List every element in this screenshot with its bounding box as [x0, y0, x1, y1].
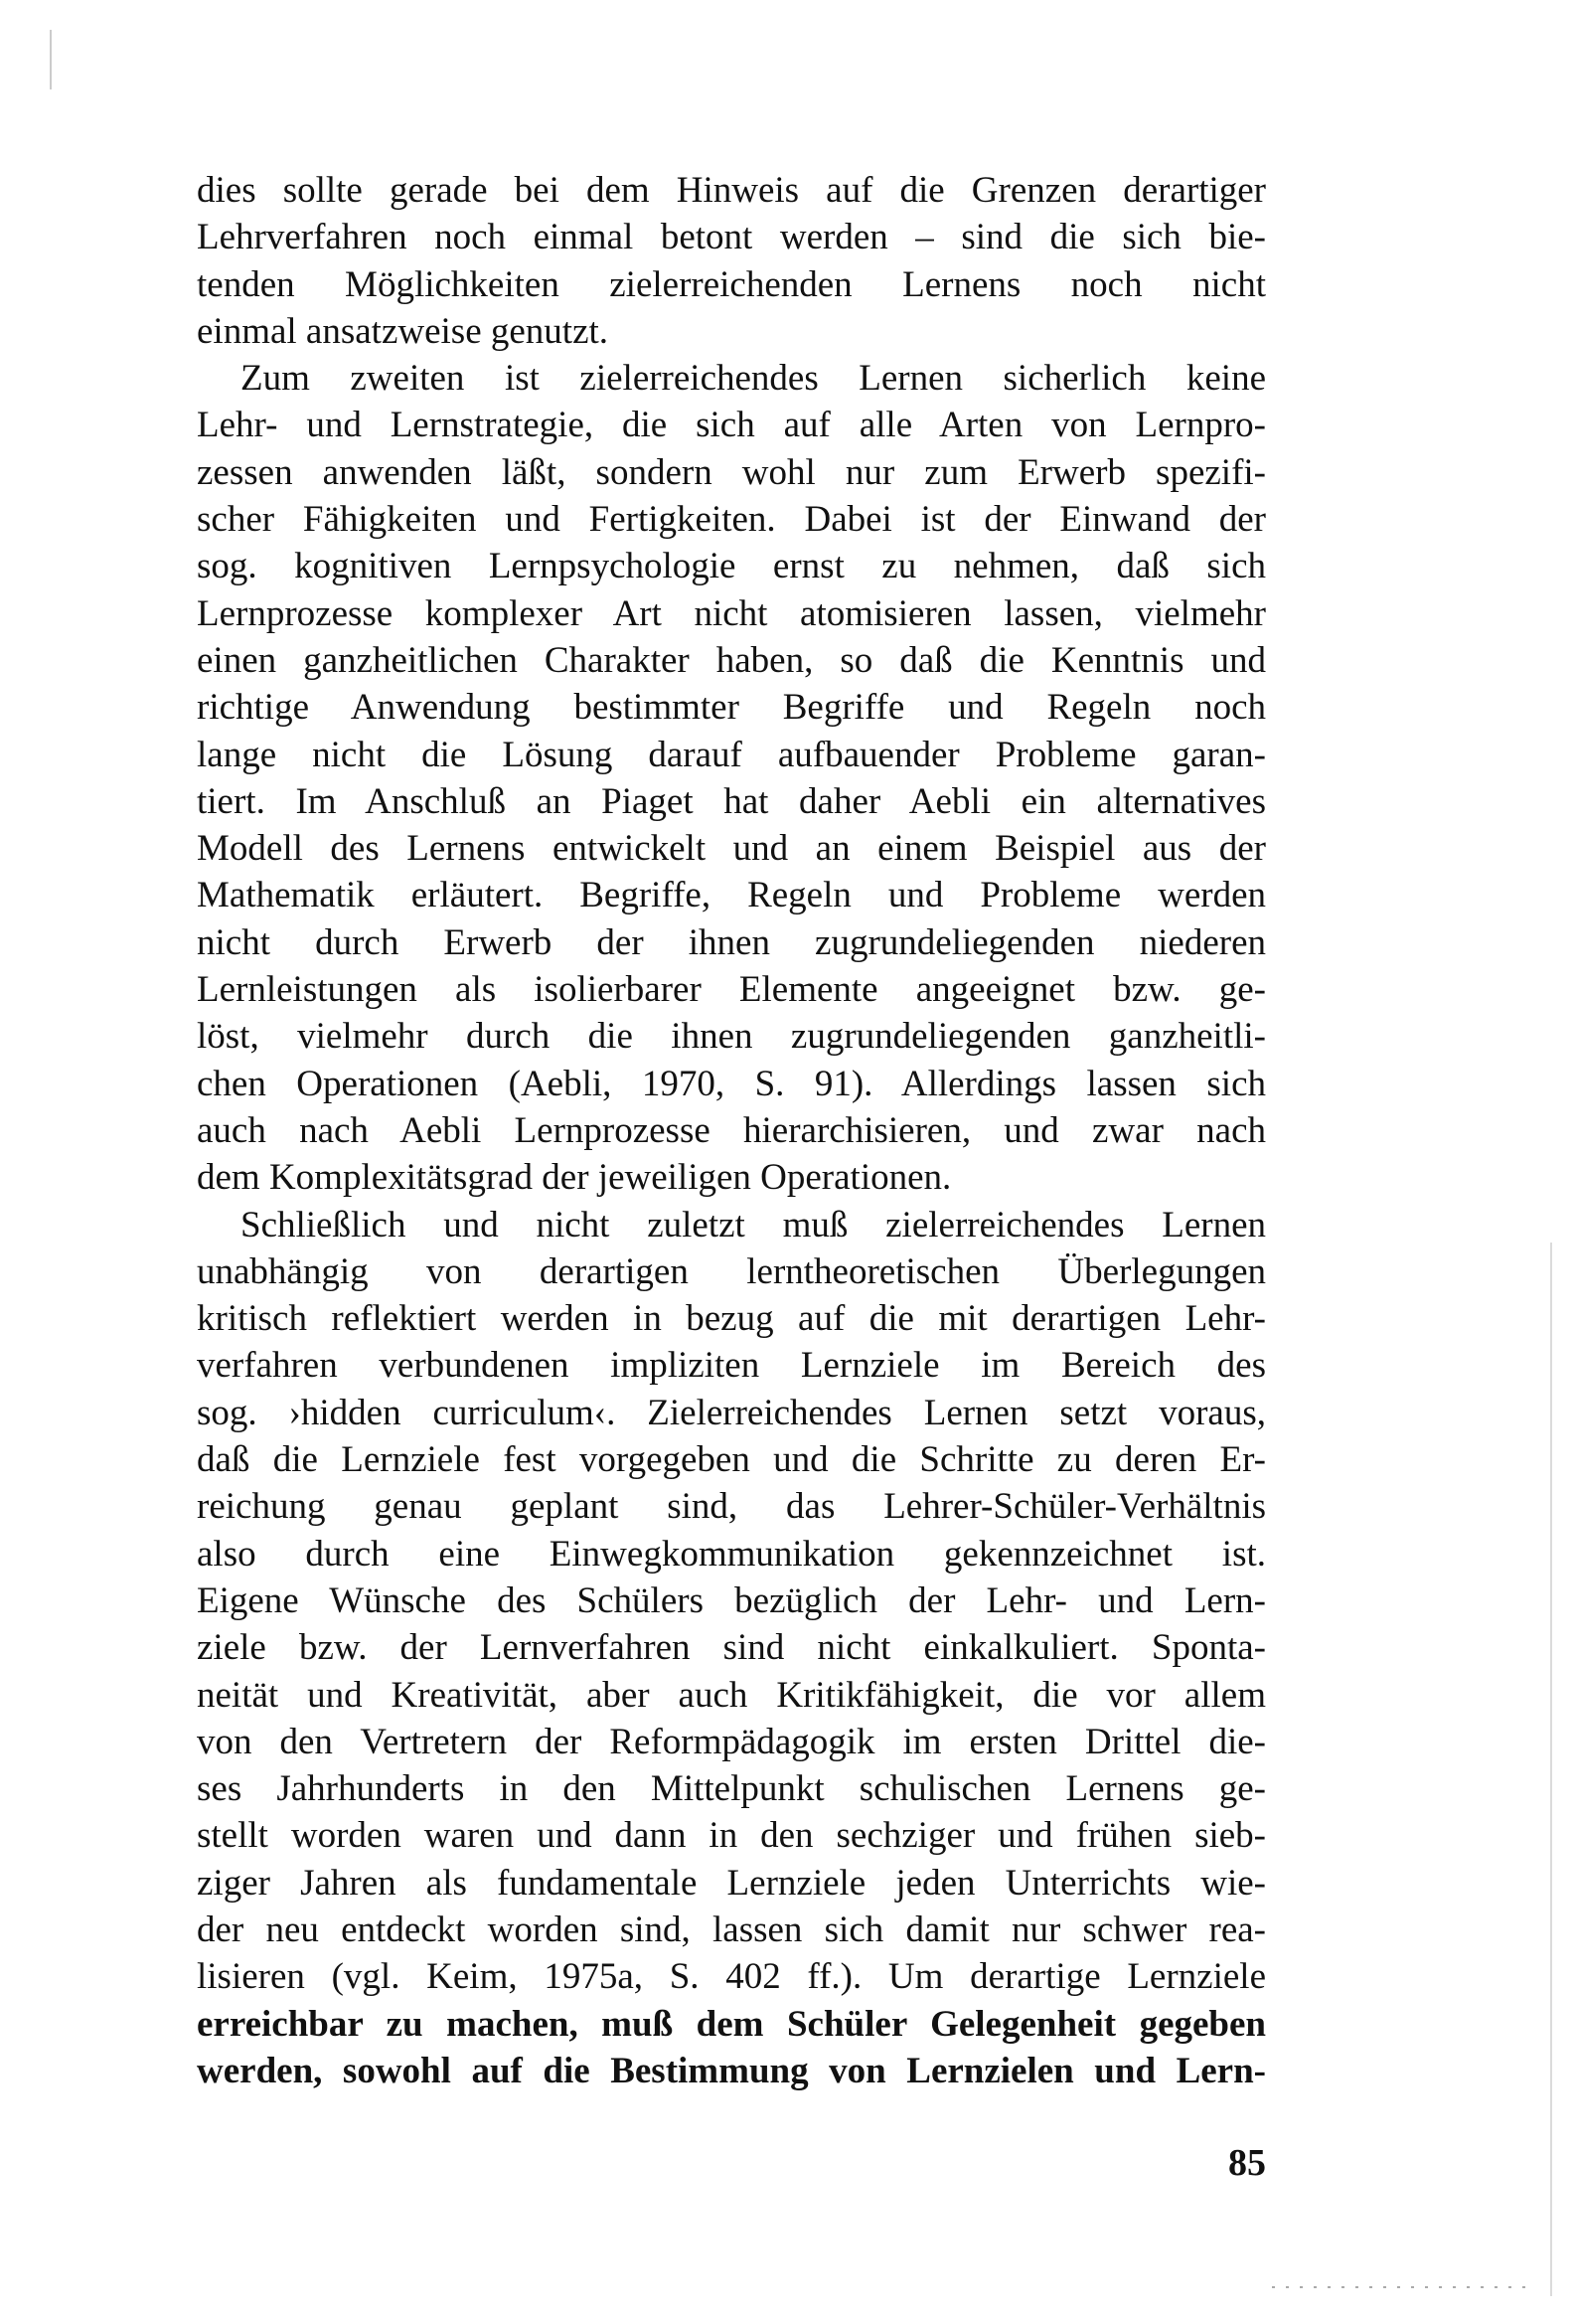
text-line: tenden Möglichkeiten zielerreichenden Lernens noch nicht	[197, 263, 1266, 305]
text-line: zessen anwenden läßt, sondern wohl nur zum Erwerb spezifi-	[197, 451, 1266, 493]
text-line: Schließlich und nicht zuletzt muß zielerreichendes Lernen	[240, 1204, 1266, 1245]
text-line: chen Operationen (Aebli, 1970, S. 91). Allerdings lassen sich	[197, 1063, 1266, 1104]
text-line: dies sollte gerade bei dem Hinweis auf die Grenzen derartiger	[197, 170, 1266, 211]
text-line: lange nicht die Lösung darauf aufbauender Probleme garan-	[197, 734, 1266, 775]
text-line: dem Komplexitätsgrad der jeweiligen Operationen.	[197, 1157, 952, 1199]
text-line: werden, sowohl auf die Bestimmung von Lernzielen und Lern-	[197, 2050, 1266, 2091]
text-line: daß die Lernziele fest vorgegeben und die Schritte zu deren Er-	[197, 1439, 1266, 1481]
text-line: ziele bzw. der Lernverfahren sind nicht einkalkuliert. Sponta-	[197, 1627, 1266, 1669]
text-line: ziger Jahren als fundamentale Lernziele jeden Unterrichts wie-	[197, 1862, 1266, 1904]
page-number: 85	[1228, 2142, 1266, 2184]
text-line: Modell des Lernens entwickelt und an einem Beispiel aus der	[197, 828, 1266, 870]
text-line: Lehr- und Lernstrategie, die sich auf alle Arten von Lernpro-	[197, 405, 1266, 446]
text-line: Lehrverfahren noch einmal betont werden – sind die sich bie-	[197, 217, 1266, 258]
text-line: richtige Anwendung bestimmter Begriffe und Regeln noch	[197, 687, 1266, 729]
text-line: von den Vertretern der Reformpädagogik im ersten Drittel die-	[197, 1721, 1266, 1762]
text-line: nicht durch Erwerb der ihnen zugrundeliegenden niederen	[197, 921, 1266, 963]
scan-edge-mark	[50, 30, 52, 89]
text-line: sog. ›hidden curriculum‹. Zielerreichendes Lernen setzt voraus,	[197, 1392, 1266, 1433]
text-line: Lernprozesse komplexer Art nicht atomisieren lassen, vielmehr	[197, 592, 1266, 634]
text-line: neität und Kreativität, aber auch Kritikfähigkeit, die vor allem	[197, 1674, 1266, 1716]
scan-edge-mark	[1550, 1243, 1552, 2296]
text-line: lisieren (vgl. Keim, 1975a, S. 402 ff.). Um derartige Lernziele	[197, 1956, 1266, 1998]
body-text	[197, 167, 1266, 2094]
text-line: scher Fähigkeiten und Fertigkeiten. Dabei ist der Einwand der	[197, 499, 1266, 541]
scan-dots	[1272, 2286, 1530, 2288]
text-line: Mathematik erläutert. Begriffe, Regeln und Probleme werden	[197, 875, 1266, 916]
text-line: stellt worden waren und dann in den sechziger und frühen sieb-	[197, 1815, 1266, 1857]
text-line: ses Jahrhunderts in den Mittelpunkt schulischen Lernens ge-	[197, 1768, 1266, 1810]
text-line: tiert. Im Anschluß an Piaget hat daher Aebli ein alternatives	[197, 780, 1266, 822]
text-line: verfahren verbundenen impliziten Lernziele im Bereich des	[197, 1345, 1266, 1387]
text-line: unabhängig von derartigen lerntheoretischen Überlegungen	[197, 1250, 1266, 1292]
text-line: also durch eine Einwegkommunikation gekennzeichnet ist.	[197, 1533, 1266, 1575]
text-line: auch nach Aebli Lernprozesse hierarchisieren, und zwar nach	[197, 1109, 1266, 1151]
text-line: Lernleistungen als isolierbarer Elemente angeeignet bzw. ge-	[197, 969, 1266, 1011]
text-line: erreichbar zu machen, muß dem Schüler Gelegenheit gegeben	[197, 2003, 1266, 2045]
text-line: löst, vielmehr durch die ihnen zugrundeliegenden ganzheitli-	[197, 1016, 1266, 1058]
text-line: sog. kognitiven Lernpsychologie ernst zu nehmen, daß sich	[197, 546, 1266, 587]
text-line: kritisch reflektiert werden in bezug auf die mit derartigen Lehr-	[197, 1298, 1266, 1340]
text-line: Eigene Wünsche des Schülers bezüglich der Lehr- und Lern-	[197, 1579, 1266, 1621]
text-line: der neu entdeckt worden sind, lassen sich damit nur schwer rea-	[197, 1909, 1266, 1950]
text-line: Zum zweiten ist zielerreichendes Lernen sicherlich keine	[240, 358, 1266, 400]
text-line: einen ganzheitlichen Charakter haben, so daß die Kenntnis und	[197, 639, 1266, 681]
text-line: einmal ansatzweise genutzt.	[197, 310, 609, 352]
text-line: reichung genau geplant sind, das Lehrer-Schüler-Verhältnis	[197, 1486, 1266, 1528]
